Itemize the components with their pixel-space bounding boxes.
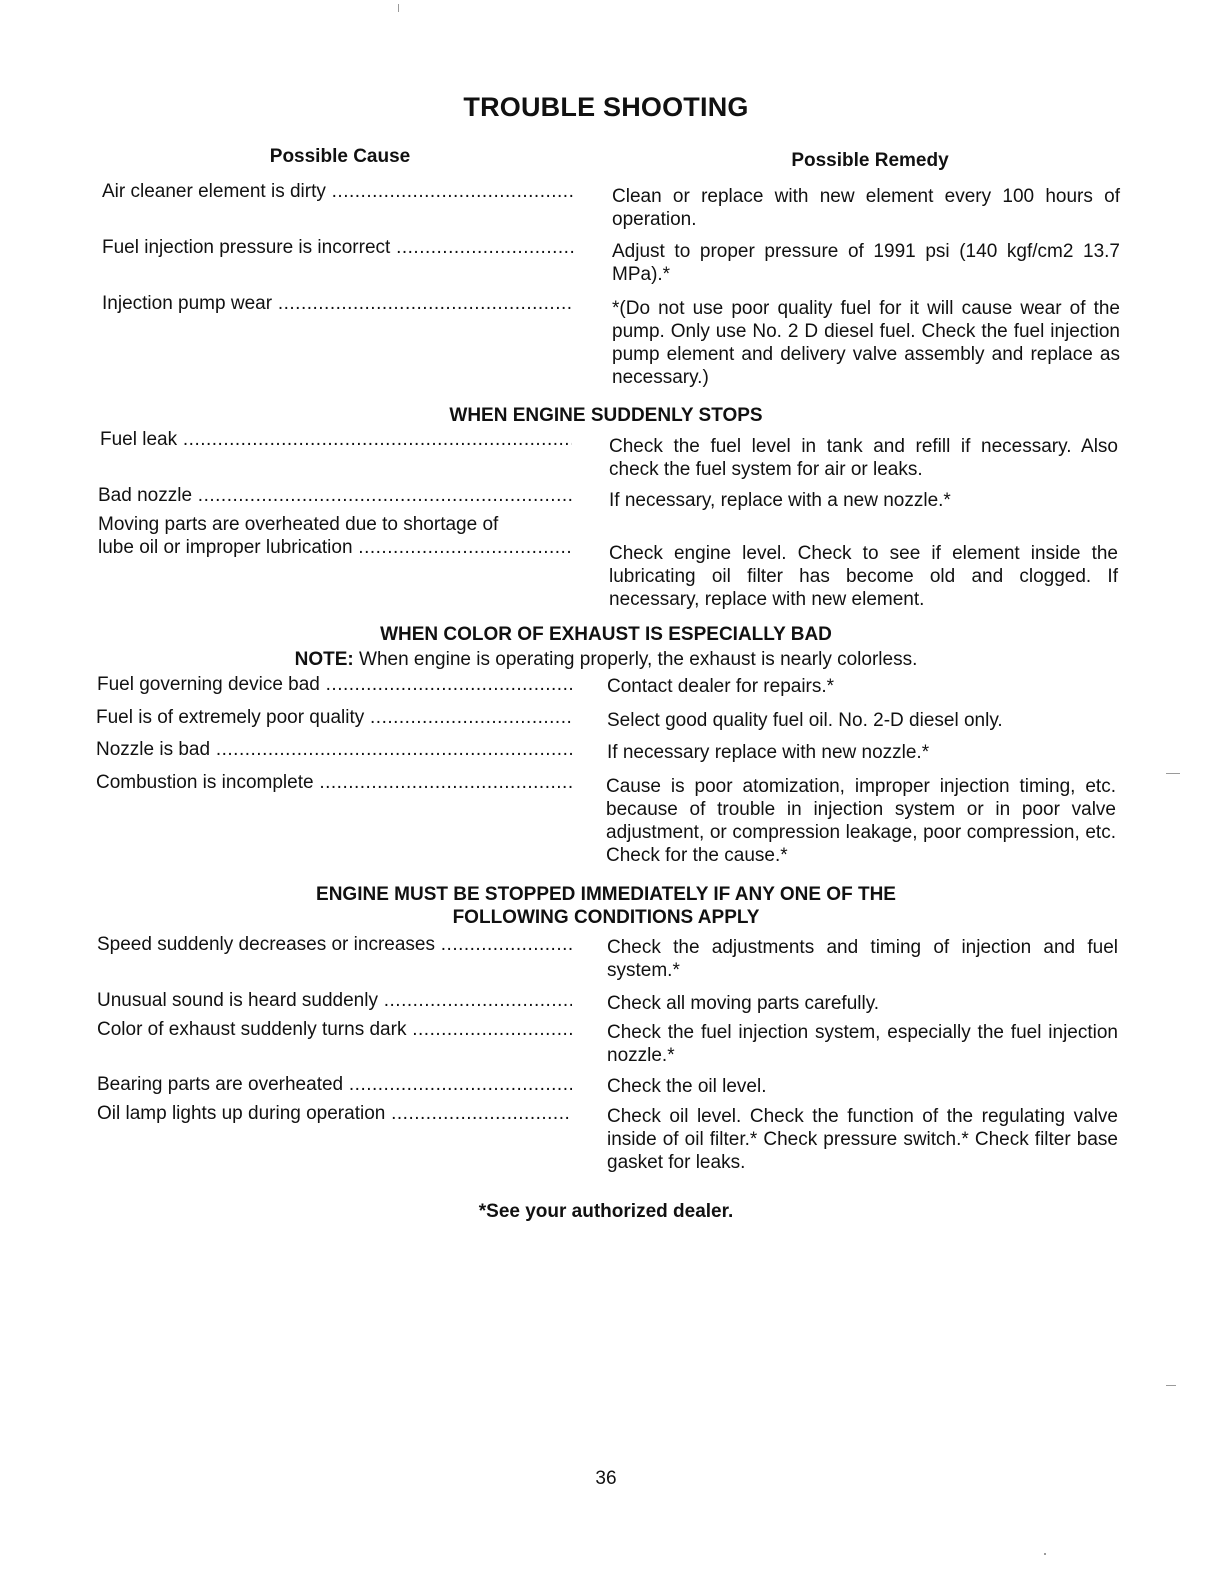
cause-text <box>97 1102 572 1125</box>
remedy-text: Select good quality fuel oil. No. 2-D diesel only. <box>607 710 1003 731</box>
cause-text <box>98 513 572 559</box>
section-heading-engine-stops: WHEN ENGINE SUDDENLY STOPS <box>449 405 763 426</box>
page-title: TROUBLE SHOOTING <box>463 92 749 122</box>
cause-text <box>102 180 574 203</box>
cause-text <box>97 1073 572 1096</box>
section-heading-line-1: ENGINE MUST BE STOPPED IMMEDIATELY IF ANY ONE OF THE <box>316 884 896 905</box>
remedy-text: Contact dealer for repairs.* <box>607 676 835 697</box>
exhaust-note <box>0 648 1212 671</box>
possible-remedy-header: Possible Remedy <box>791 150 949 171</box>
cause-text <box>97 1018 572 1041</box>
remedy-text: Check oil level. Check the function of the regulating valve inside of oil filter.* Check pressure switch.* Check filter base gasket for leaks. <box>607 1106 1118 1173</box>
cause-label: Air cleaner element is dirty ..... <box>102 180 574 203</box>
cause-text <box>96 738 572 761</box>
cause-label: Oil lamp lights up during operation ..... <box>97 1102 572 1125</box>
scan-speck <box>1166 1385 1176 1386</box>
remedy-text: Check engine level. Check to see if element inside the lubricating oil filter has become old and clogged. If necessary, replace with new element. <box>609 543 1118 610</box>
cause-text <box>102 292 574 315</box>
note-label: NOTE: <box>294 649 354 670</box>
scan-speck <box>1166 773 1180 774</box>
cause-label: Unusual sound is heard suddenly ..... <box>97 989 572 1012</box>
scan-speck <box>1044 1553 1046 1555</box>
cause-label: Nozzle is bad ..... <box>96 738 572 761</box>
cause-label: Injection pump wear ..... <box>102 292 574 315</box>
section-heading-exhaust: WHEN COLOR OF EXHAUST IS ESPECIALLY BAD <box>380 624 832 645</box>
remedy-text: Check the oil level. <box>607 1076 767 1097</box>
remedy-text: If necessary, replace with a new nozzle.* <box>609 490 951 511</box>
scan-speck <box>398 4 399 12</box>
cause-label: Fuel governing device bad ..... <box>97 673 572 696</box>
remedy-text: Check the fuel level in tank and refill if necessary. Also check the fuel system for air or leaks. <box>609 436 1118 480</box>
dealer-footnote: *See your authorized dealer. <box>478 1201 734 1222</box>
cause-label: Fuel leak ..... <box>100 428 572 451</box>
cause-text <box>96 706 572 729</box>
cause-text <box>98 484 572 507</box>
remedy-text: Cause is poor atomization, improper injection timing, etc. because of trouble in injection system or in poor valve adjustment, or compression leakage, poor compression, etc. Check for the cause.* <box>606 776 1116 866</box>
note-text: When engine is operating properly, the exhaust is nearly colorless. <box>353 649 918 670</box>
cause-label: Speed suddenly decreases or increases ..... <box>97 933 572 956</box>
cause-text <box>96 771 572 794</box>
cause-label: Fuel is of extremely poor quality ..... <box>96 706 572 729</box>
cause-label: Combustion is incomplete ..... <box>96 771 572 794</box>
remedy-text: Check the adjustments and timing of injection and fuel system.* <box>607 937 1118 981</box>
cause-label: Bearing parts are overheated ..... <box>97 1073 572 1096</box>
cause-text <box>97 673 572 696</box>
cause-label-line-2: lube oil or improper lubrication ..... <box>98 536 572 559</box>
cause-label: Color of exhaust suddenly turns dark ..... <box>97 1018 572 1041</box>
cause-label: Fuel injection pressure is incorrect ..... <box>102 236 574 259</box>
cause-text <box>102 236 574 259</box>
section-heading-line-2: FOLLOWING CONDITIONS APPLY <box>452 907 760 928</box>
possible-cause-header: Possible Cause <box>269 146 411 167</box>
remedy-text: *(Do not use poor quality fuel for it will cause wear of the pump. Only use No. 2 D diesel fuel. Check the fuel injection pump element and delivery valve assembly and replace as necessary.) <box>612 298 1120 388</box>
remedy-text: If necessary replace with new nozzle.* <box>607 742 930 763</box>
page-number: 36 <box>595 1468 617 1489</box>
section-heading-stop-immediately <box>0 883 1212 929</box>
remedy-text: Adjust to proper pressure of 1991 psi (140 kgf/cm2 13.7 MPa).* <box>612 241 1120 285</box>
cause-text <box>100 428 572 451</box>
remedy-text: Check the fuel injection system, especially the fuel injection nozzle.* <box>607 1022 1118 1066</box>
remedy-text: Check all moving parts carefully. <box>607 993 880 1014</box>
cause-text <box>97 933 572 956</box>
cause-label: Bad nozzle ..... <box>98 484 572 507</box>
cause-text <box>97 989 572 1012</box>
cause-label-line-1: Moving parts are overheated due to shortage of <box>98 514 499 535</box>
remedy-text: Clean or replace with new element every 100 hours of operation. <box>612 186 1120 230</box>
